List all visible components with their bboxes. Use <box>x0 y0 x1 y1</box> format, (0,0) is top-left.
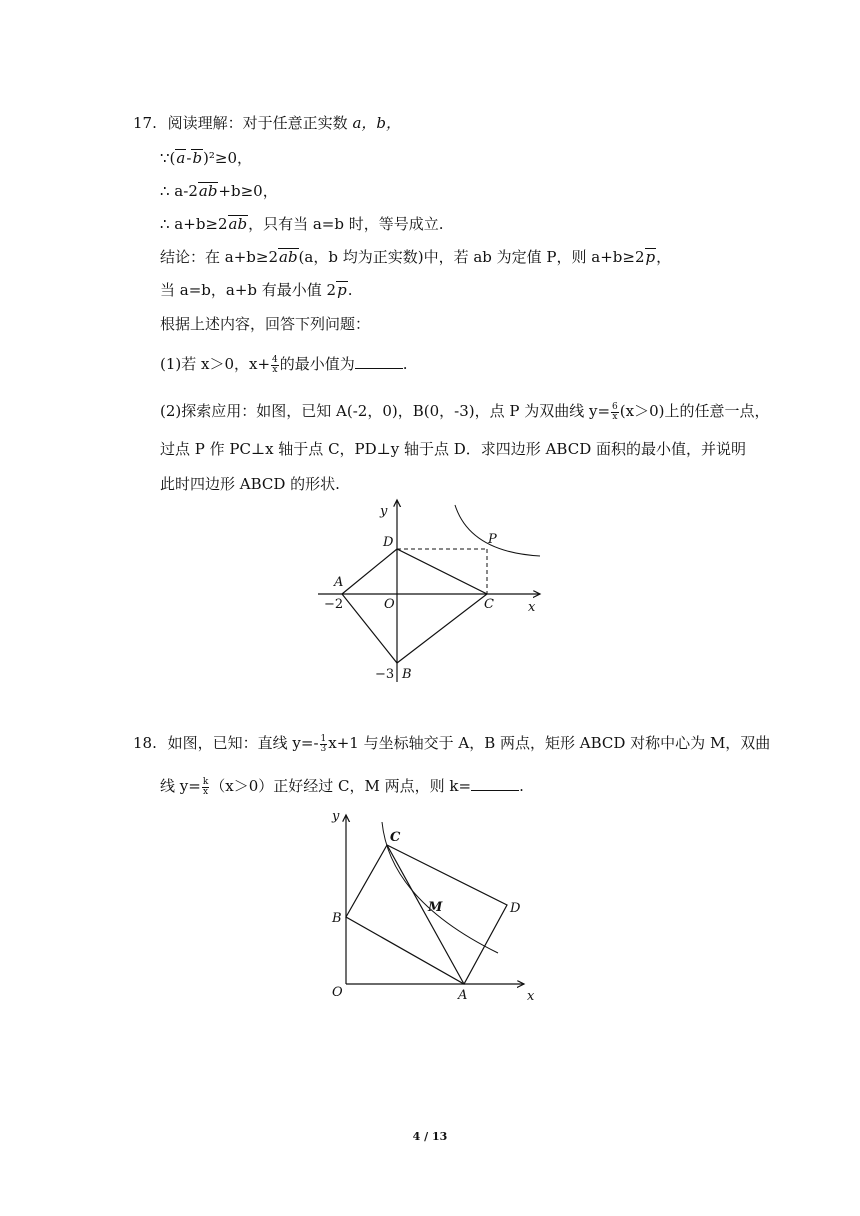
sqrt-b: b <box>192 149 203 167</box>
label-x: x <box>528 600 536 615</box>
label-M: M <box>428 900 443 915</box>
step1-suffix: )²≥0， <box>203 149 253 167</box>
label-D: D <box>383 535 394 550</box>
q18-line1-a: 如图，已知：直线 y=- <box>167 734 319 752</box>
sqrt-a: a <box>176 149 186 167</box>
conclusion-a: 结论：在 a+b≥2 <box>160 248 278 266</box>
q17-prompt: 根据上述内容，回答下列问题： <box>160 315 371 333</box>
q18-line2-a: 线 y= <box>160 777 201 795</box>
when-a: 当 a=b，a+b 有最小值 2 <box>160 281 337 299</box>
q18-line1-b: x+1 与坐标轴交于 A，B 两点，矩形 ABCD 对称中心为 M，双曲 <box>328 734 771 752</box>
label-A: A <box>334 575 344 590</box>
frac-den: 3 <box>320 743 327 754</box>
part1-b: 的最小值为 <box>279 355 355 373</box>
label-y: y <box>380 504 388 519</box>
q17-step1: ∵(a-b)²≥0， <box>160 149 253 167</box>
label-B: B <box>332 911 342 926</box>
label-neg2: −2 <box>324 597 344 612</box>
part1-a: (1)若 x＞0，x+ <box>160 355 271 373</box>
sqrt-p: p <box>337 281 347 299</box>
step2-suffix: +b≥0， <box>218 182 278 200</box>
label-C: C <box>484 597 494 612</box>
diagonal-CA <box>387 845 464 984</box>
label-B: B <box>402 667 412 682</box>
sqrt-ab: ab <box>228 215 248 233</box>
rectangle-ABCD <box>346 845 507 984</box>
frac-num: k <box>202 776 209 787</box>
q17-intro: 阅读理解：对于任意正实数 <box>167 114 348 132</box>
label-C: C <box>390 830 401 845</box>
frac-den: x <box>612 411 618 422</box>
label-O: O <box>384 597 395 612</box>
part2-b: (x＞0)上的任意一点， <box>619 402 770 420</box>
step3-prefix: ∴ a+b≥2 <box>160 215 228 233</box>
frac-num: 1 <box>320 733 327 744</box>
label-y: y <box>332 809 340 824</box>
label-D: D <box>510 901 521 916</box>
q18-line2-b: （x＞0）正好经过 C，M 两点，则 k= <box>210 777 472 795</box>
conclusion-b: (a，b 均为正实数)中，若 ab 为定值 P，则 a+b≥2 <box>298 248 645 266</box>
q17-part2-line2: 过点 P 作 PC⊥x 轴于点 C，PD⊥y 轴于点 D．求四边形 ABCD 面积的最小值，并说明 <box>160 440 746 458</box>
step2-prefix: ∴ a-2 <box>160 182 198 200</box>
sqrt-p: p <box>645 248 656 266</box>
label-x: x <box>527 989 535 1004</box>
when-b: . <box>347 281 353 299</box>
step1-prefix: ∵( <box>160 149 176 167</box>
frac-num: 4 <box>272 354 278 365</box>
sqrt-ab: ab <box>198 182 218 200</box>
conclusion-c: ， <box>656 248 672 266</box>
step3-suffix: ，只有当 a=b 时，等号成立. <box>248 215 444 233</box>
q17-number: 17. <box>133 114 157 132</box>
frac-den: x <box>272 364 278 375</box>
label-A: A <box>458 988 468 1003</box>
q17-part2-line3: 此时四边形 ABCD 的形状. <box>160 475 340 493</box>
sqrt-ab: ab <box>279 248 298 266</box>
frac-den: x <box>203 786 209 797</box>
page-number: 4 / 13 <box>412 1130 448 1143</box>
q17-intro-vars: a，b， <box>352 114 401 132</box>
q18-line2-c: . <box>519 777 524 795</box>
part1-c: . <box>402 355 408 373</box>
q18-number: 18. <box>133 734 157 752</box>
label-neg3: −3 <box>375 667 395 682</box>
part2-a: (2)探索应用：如图，已知 A(-2，0)，B(0，-3)，点 P 为双曲线 y= <box>160 402 611 420</box>
label-O: O <box>332 985 343 1000</box>
label-P: P <box>488 532 497 547</box>
frac-num: 6 <box>612 401 618 412</box>
